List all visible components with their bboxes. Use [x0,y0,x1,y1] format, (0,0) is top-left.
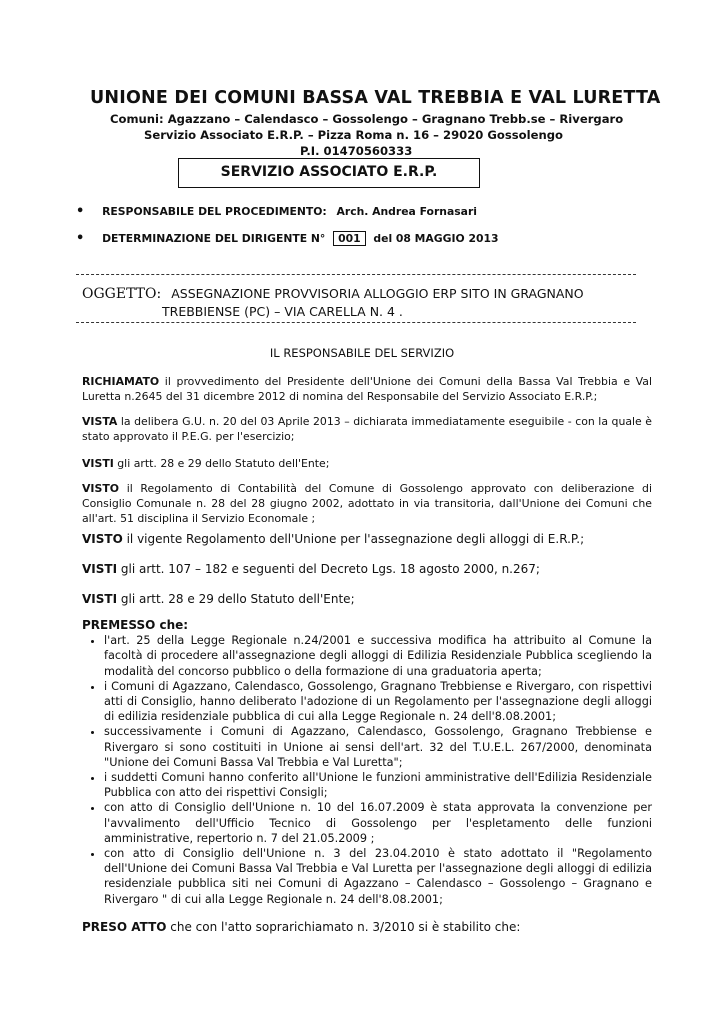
responsabile-label: RESPONSABILE DEL PROCEDIMENTO: [102,205,327,218]
paragraph-lead: PRESO ATTO [82,920,167,934]
paragraph-text: la delibera G.U. n. 20 del 03 Aprile 2013 – dichiarata immediatamente eseguibile - con la quale è stato approvato il P.E.G. per l'esercizio; [82,415,652,444]
page-title: UNIONE DEI COMUNI BASSA VAL TREBBIA E VAL LURETTA [90,88,661,108]
oggetto-line2: TREBBIENSE (PC) – VIA CARELLA N. 4 . [162,304,403,319]
list-item: • con atto di Consiglio dell'Unione n. 10 del 16.07.2009 è stata approvata la convenzione per l'avvalimento dell'Ufficio Tecnico di Gossolengo per l'espletamento delle funzioni amministrative, repertorio n. 7 del 21.05.2009 ; [104,800,652,846]
paragraph-text: il vigente Regolamento dell'Unione per l'assegnazione degli alloggi di E.R.P.; [122,532,585,546]
paragraph-vista [82,414,652,444]
oggetto-text1: ASSEGNAZIONE PROVVISORIA ALLOGGIO ERP SITO IN GRAGNANO [171,286,584,301]
paragraph-visti-decreto [82,562,652,577]
paragraph-text: il provvedimento del Presidente dell'Unione dei Comuni della Bassa Val Trebbia e Val Luretta n.2645 del 31 dicembre 2012 di nomina del Responsabile del Servizio Associato E.R.P.; [82,375,652,404]
paragraph-text: gli artt. 28 e 29 dello Statuto dell'Ente; [113,457,330,470]
paragraph-visto-regolamento [82,532,652,547]
bullet-icon: • [76,204,85,219]
paragraph-text: il Regolamento di Contabilità del Comune di Gossolengo approvato con deliberazione di Consiglio Comunale n. 28 del 28 giugno 2002, adottato in via transitoria, dall'Unione dei Comuni che all'art. 51 disciplina il Servizio Economale ; [82,482,652,526]
responsabile-line [76,204,477,219]
header-comuni: Comuni: Agazzano – Calendasco – Gossolengo – Gragnano Trebb.se – Rivergaro [110,112,624,126]
determinazione-date: del 08 MAGGIO 2013 [373,232,499,245]
determinazione-label: DETERMINAZIONE DEL DIRIGENTE N° [102,232,326,245]
header-servizio: Servizio Associato E.R.P. – Pizza Roma n. 16 – 29020 Gossolengo [144,128,563,142]
premesso-list [82,633,652,907]
list-item: • successivamente i Comuni di Agazzano, Calendasco, Gossolengo, Gragnano Trebbiense e Rivergaro si sono costituiti in Unione ai sensi dell'art. 32 del T.U.E.L. 267/2000, denominata "Unione dei Comuni Bassa Val Trebbia e Val Luretta"; [104,724,652,770]
paragraph-preso-atto [82,920,652,935]
paragraph-lead: VISTI [82,457,114,470]
list-item: • l'art. 25 della Legge Regionale n.24/2001 e successiva modifica ha attribuito al Comune la facoltà di procedere all'assegnazione degli alloggi di Edilizia Residenziale Pubblica scegliendo la modalità del concorso pubblico o della formazione di una graduatoria aperta; [104,633,652,679]
responsabile-value: Arch. Andrea Fornasari [336,205,477,218]
determinazione-number: 001 [333,231,366,246]
determinazione-line [76,231,499,246]
paragraph-text: gli artt. 107 – 182 e seguenti del Decreto Lgs. 18 agosto 2000, n.267; [117,562,540,576]
premesso-heading: PREMESSO che: [82,618,189,632]
header-piva: P.I. 01470560333 [300,144,413,158]
bullet-icon: • [76,231,85,246]
list-item: • i Comuni di Agazzano, Calendasco, Gossolengo, Gragnano Trebbiense e Rivergaro, con rispettivi atti di Consiglio, hanno deliberato l'adozione di un Regolamento per l'assegnazione degli alloggi di edilizia residenziale pubblica di cui alla Legge Regionale n. 24 dell'8.08.2001; [104,679,652,725]
paragraph-visti-statuto [82,456,652,471]
paragraph-visto-contabilita [82,481,652,527]
responsabile-heading: IL RESPONSABILE DEL SERVIZIO [269,346,455,360]
list-item: • i suddetti Comuni hanno conferito all'Unione le funzioni amministrative dell'Edilizia Residenziale Pubblica con atto dei rispettivi Consigli; [104,770,652,800]
oggetto-label: OGGETTO: [82,286,162,302]
oggetto-line1 [82,286,584,302]
divider-top [76,274,636,275]
list-item: • con atto di Consiglio dell'Unione n. 3 del 23.04.2010 è stato adottato il "Regolamento dell'Unione dei Comuni Bassa Val Trebbia e Val Luretta per l'assegnazione degli alloggi di edilizia residenziale pubblica siti nei Comuni di Agazzano – Calendasco – Gossolengo – Gragnano e Rivergaro " di cui alla Legge Regionale n. 24 dell'8.08.2001; [104,846,652,907]
paragraph-lead: VISTI [82,592,118,606]
paragraph-lead: VISTI [82,562,118,576]
divider-bottom [76,322,636,323]
paragraph-lead: VISTO [82,482,120,495]
paragraph-richiamato [82,374,652,404]
servizio-box: SERVIZIO ASSOCIATO E.R.P. [178,158,480,188]
paragraph-text: che con l'atto soprarichiamato n. 3/2010 si è stabilito che: [166,920,521,934]
paragraph-text: gli artt. 28 e 29 dello Statuto dell'Ente; [117,592,355,606]
paragraph-lead: VISTO [82,532,123,546]
paragraph-visti-statuto-2 [82,592,652,607]
paragraph-lead: RICHIAMATO [82,375,160,388]
paragraph-lead: VISTA [82,415,118,428]
premesso-section [82,618,652,907]
